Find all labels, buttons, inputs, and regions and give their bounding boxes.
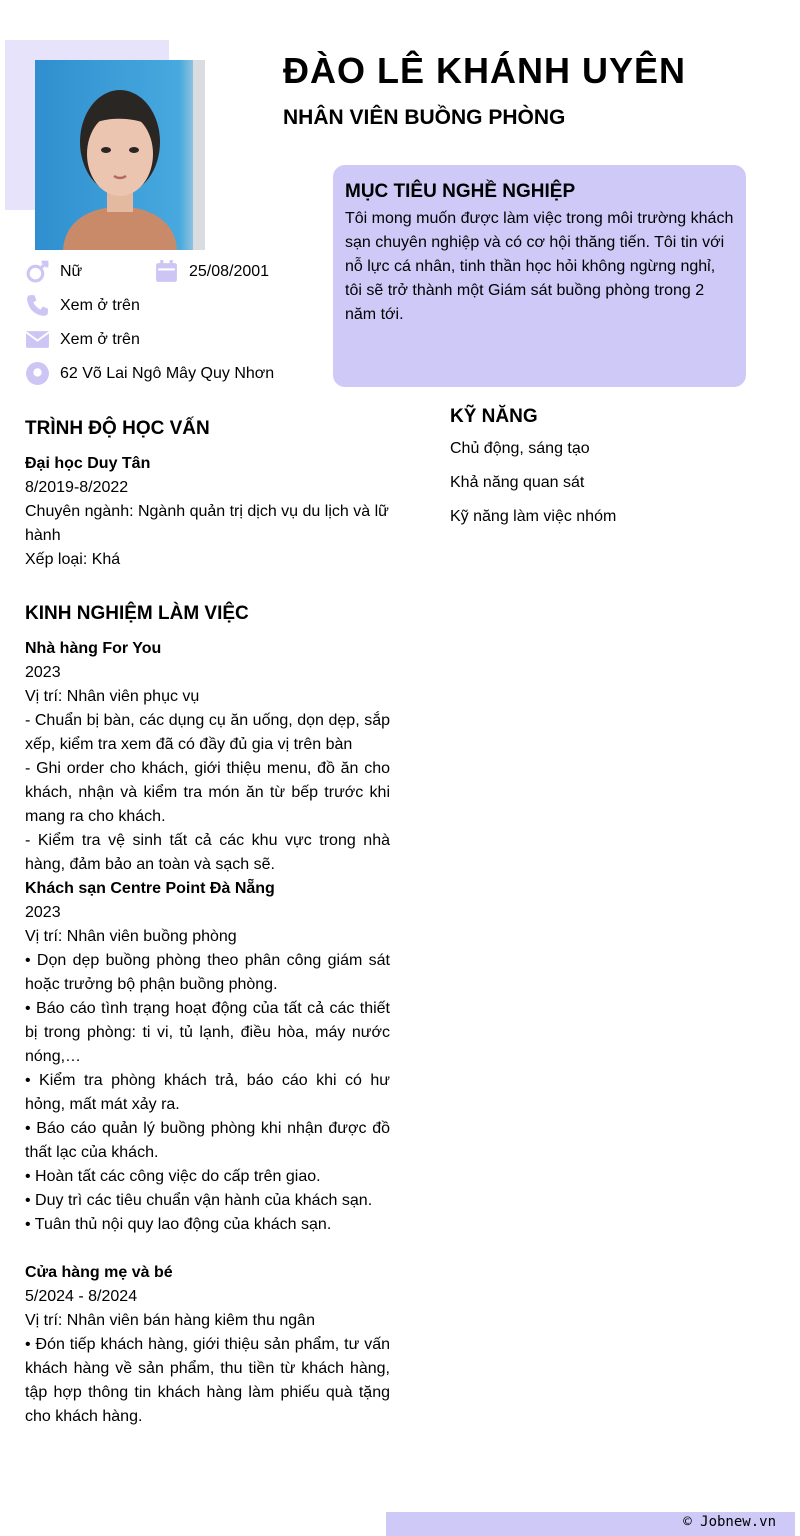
calendar-icon <box>154 259 179 284</box>
job-entry <box>25 877 390 1237</box>
experience-title: KINH NGHIỆM LÀM VIỆC <box>25 603 249 624</box>
job-duty: • Dọn dẹp buồng phòng theo phân công giám sát hoặc trưởng bộ phận buồng phòng. <box>25 952 390 993</box>
spacer <box>25 1237 390 1261</box>
job-duty: - Kiểm tra vệ sinh tất cả các khu vực trong nhà hàng, đảm bảo an toàn và sạch sẽ. <box>25 832 390 873</box>
education-title: TRÌNH ĐỘ HỌC VẤN <box>25 418 210 439</box>
education-block <box>25 452 390 572</box>
job-title: NHÂN VIÊN BUỒNG PHÒNG <box>283 106 566 129</box>
candidate-name: ĐÀO LÊ KHÁNH UYÊN <box>283 50 687 91</box>
company-name: Nhà hàng For You <box>25 640 162 657</box>
job-duty: • Kiểm tra phòng khách trả, báo cáo khi có hư hỏng, mất mát xảy ra. <box>25 1072 390 1113</box>
job-duty: • Đón tiếp khách hàng, giới thiệu sản phẩm, tư vấn khách hàng về sản phẩm, thu tiền từ khách hàng, tập hợp thông tin khách hàng làm phiếu quà tặng cho khách hàng. <box>25 1336 390 1425</box>
email-value: Xem ở trên <box>60 330 140 348</box>
job-duty: • Báo cáo quản lý buồng phòng khi nhận được đồ thất lạc của khách. <box>25 1120 390 1161</box>
job-position: Vị trí: Nhân viên buồng phòng <box>25 928 237 945</box>
birthdate-row <box>154 259 269 284</box>
profile-photo <box>35 60 205 250</box>
career-objective-box <box>333 165 746 387</box>
job-period: 2023 <box>25 904 61 921</box>
school-name: Đại học Duy Tân <box>25 455 151 472</box>
job-duty: - Ghi order cho khách, giới thiệu menu, đồ ăn cho khách, nhận và kiểm tra món ăn từ bếp trước khi mang ra cho khách. <box>25 760 390 825</box>
email-icon <box>25 327 50 352</box>
phone-icon <box>25 293 50 318</box>
address-value: 62 Võ Lai Ngô Mây Quy Nhơn <box>60 364 275 382</box>
job-entry <box>25 1261 390 1429</box>
job-position: Vị trí: Nhân viên bán hàng kiêm thu ngân <box>25 1312 315 1329</box>
career-objective-text: Tôi mong muốn được làm việc trong môi trường khách sạn chuyên nghiệp và có cơ hội thăng tiến. Tôi tin với nỗ lực cá nhân, tinh thần học hỏi không ngừng nghỉ, tôi sẽ trở thành một Giám sát buồng phòng trong 2 năm tới. <box>345 210 734 323</box>
gender-icon <box>25 259 50 284</box>
job-position: Vị trí: Nhân viên phục vụ <box>25 688 200 705</box>
job-duty: • Hoàn tất các công việc do cấp trên giao. <box>25 1168 321 1185</box>
birthdate-value: 25/08/2001 <box>189 262 270 280</box>
email-row <box>25 327 140 352</box>
job-duty: • Tuân thủ nội quy lao động của khách sạn. <box>25 1216 332 1233</box>
job-entry <box>25 637 390 877</box>
experience-block <box>25 637 390 1429</box>
location-icon <box>25 361 50 386</box>
phone-row <box>25 293 140 318</box>
job-duty: - Chuẩn bị bàn, các dụng cụ ăn uống, dọn dẹp, sắp xếp, kiểm tra xem đã có đầy đủ gia vị trên bàn <box>25 712 390 753</box>
address-row <box>25 361 274 386</box>
skill-item: Khả năng quan sát <box>450 474 585 491</box>
education-grade: Xếp loại: Khá <box>25 551 121 568</box>
gender-value: Nữ <box>60 262 83 280</box>
gender-row <box>25 259 82 284</box>
skill-item: Kỹ năng làm việc nhóm <box>450 508 617 525</box>
job-period: 2023 <box>25 664 61 681</box>
portrait-illustration <box>35 60 205 250</box>
education-period: 8/2019-8/2022 <box>25 479 129 496</box>
phone-value: Xem ở trên <box>60 296 140 314</box>
job-duty: • Duy trì các tiêu chuẩn vận hành của khách sạn. <box>25 1192 373 1209</box>
career-objective-title: MỤC TIÊU NGHỀ NGHIỆP <box>345 181 576 202</box>
company-name: Khách sạn Centre Point Đà Nẵng <box>25 880 275 897</box>
job-duty: • Báo cáo tình trạng hoạt động của tất cả các thiết bị trong phòng: ti vi, tủ lạnh, điều hòa, máy nước nóng,… <box>25 1000 390 1065</box>
company-name: Cửa hàng mẹ và bé <box>25 1264 173 1281</box>
education-major: Chuyên ngành: Ngành quản trị dịch vụ du lịch và lữ hành <box>25 503 389 544</box>
skill-item: Chủ động, sáng tạo <box>450 440 590 457</box>
footer-copyright: © Jobnew.vn <box>683 1514 776 1530</box>
skills-title: KỸ NĂNG <box>450 406 538 427</box>
job-period: 5/2024 - 8/2024 <box>25 1288 138 1305</box>
